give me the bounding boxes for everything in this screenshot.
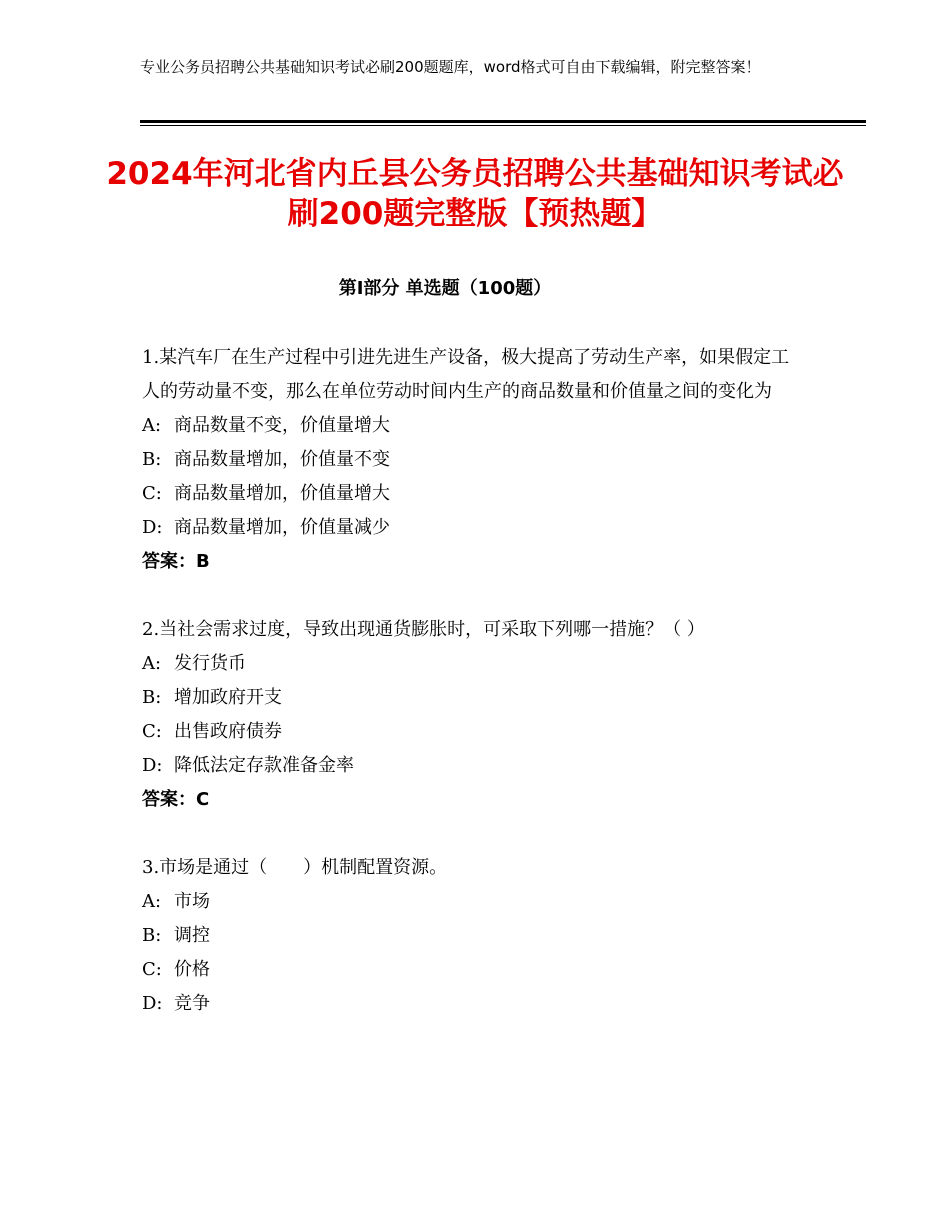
option-text: 市场 [174, 891, 210, 912]
header-note: 专业公务员招聘公共基础知识考试必刷200题题库，word格式可自由下载编辑，附完整答案！ [140, 58, 761, 76]
option-letter: A: [142, 891, 162, 912]
question-stem: 3.市场是通过（ ）机制配置资源。 [142, 857, 448, 878]
option-text: 增加政府开支 [174, 687, 282, 708]
header-rule-thin [140, 125, 866, 126]
option-letter: D: [142, 993, 163, 1014]
option-text: 商品数量增加，价值量减少 [174, 517, 390, 538]
section-title: 第Ⅰ部分 单选题（100题） [338, 278, 552, 299]
option-text: 商品数量增加，价值量增大 [174, 483, 390, 504]
option-text: 调控 [174, 925, 210, 946]
question-item [142, 851, 792, 1021]
option-letter: B: [142, 925, 162, 946]
document-title: 2024年河北省内丘县公务员招聘公共基础知识考试必刷200题完整版【预热题】 [106, 156, 844, 232]
option-d [142, 987, 792, 1021]
option-b [142, 919, 792, 953]
answer-line [142, 545, 792, 579]
option-text: 商品数量增加，价值量不变 [174, 449, 390, 470]
question-item [142, 613, 792, 817]
option-text: 降低法定存款准备金率 [174, 755, 354, 776]
question-spacer [142, 579, 792, 613]
option-text: 竞争 [174, 993, 210, 1014]
question-stem: 1.某汽车厂在生产过程中引进先进生产设备，极大提高了劳动生产率，如果假定工人的劳动量不变，那么在单位劳动时间内生产的商品数量和价值量之间的变化为 [142, 347, 790, 402]
option-text: 价格 [174, 959, 210, 980]
question-list [142, 341, 792, 1021]
option-letter: C: [142, 483, 162, 504]
option-letter: B: [142, 687, 162, 708]
option-letter: A: [142, 653, 162, 674]
option-letter: D: [142, 755, 163, 776]
option-d [142, 749, 792, 783]
option-letter: C: [142, 959, 162, 980]
option-a [142, 885, 792, 919]
question-item [142, 341, 792, 579]
option-c [142, 953, 792, 987]
option-text: 出售政府债券 [174, 721, 282, 742]
option-a [142, 647, 792, 681]
answer-value: B [196, 551, 210, 572]
answer-label: 答案： [142, 551, 196, 572]
option-letter: B: [142, 449, 162, 470]
option-letter: A: [142, 415, 162, 436]
option-b [142, 681, 792, 715]
question-stem: 2.当社会需求过度，导致出现通货膨胀时，可采取下列哪一措施？（ ） [142, 619, 705, 640]
option-text: 商品数量不变，价值量增大 [174, 415, 390, 436]
option-c [142, 715, 792, 749]
option-c [142, 477, 792, 511]
option-b [142, 443, 792, 477]
option-text: 发行货币 [174, 653, 246, 674]
answer-line [142, 783, 792, 817]
question-spacer [142, 817, 792, 851]
option-letter: C: [142, 721, 162, 742]
header-rule-thick [140, 120, 866, 123]
option-d [142, 511, 792, 545]
answer-label: 答案： [142, 789, 196, 810]
answer-value: C [196, 789, 210, 810]
option-letter: D: [142, 517, 163, 538]
option-a [142, 409, 792, 443]
